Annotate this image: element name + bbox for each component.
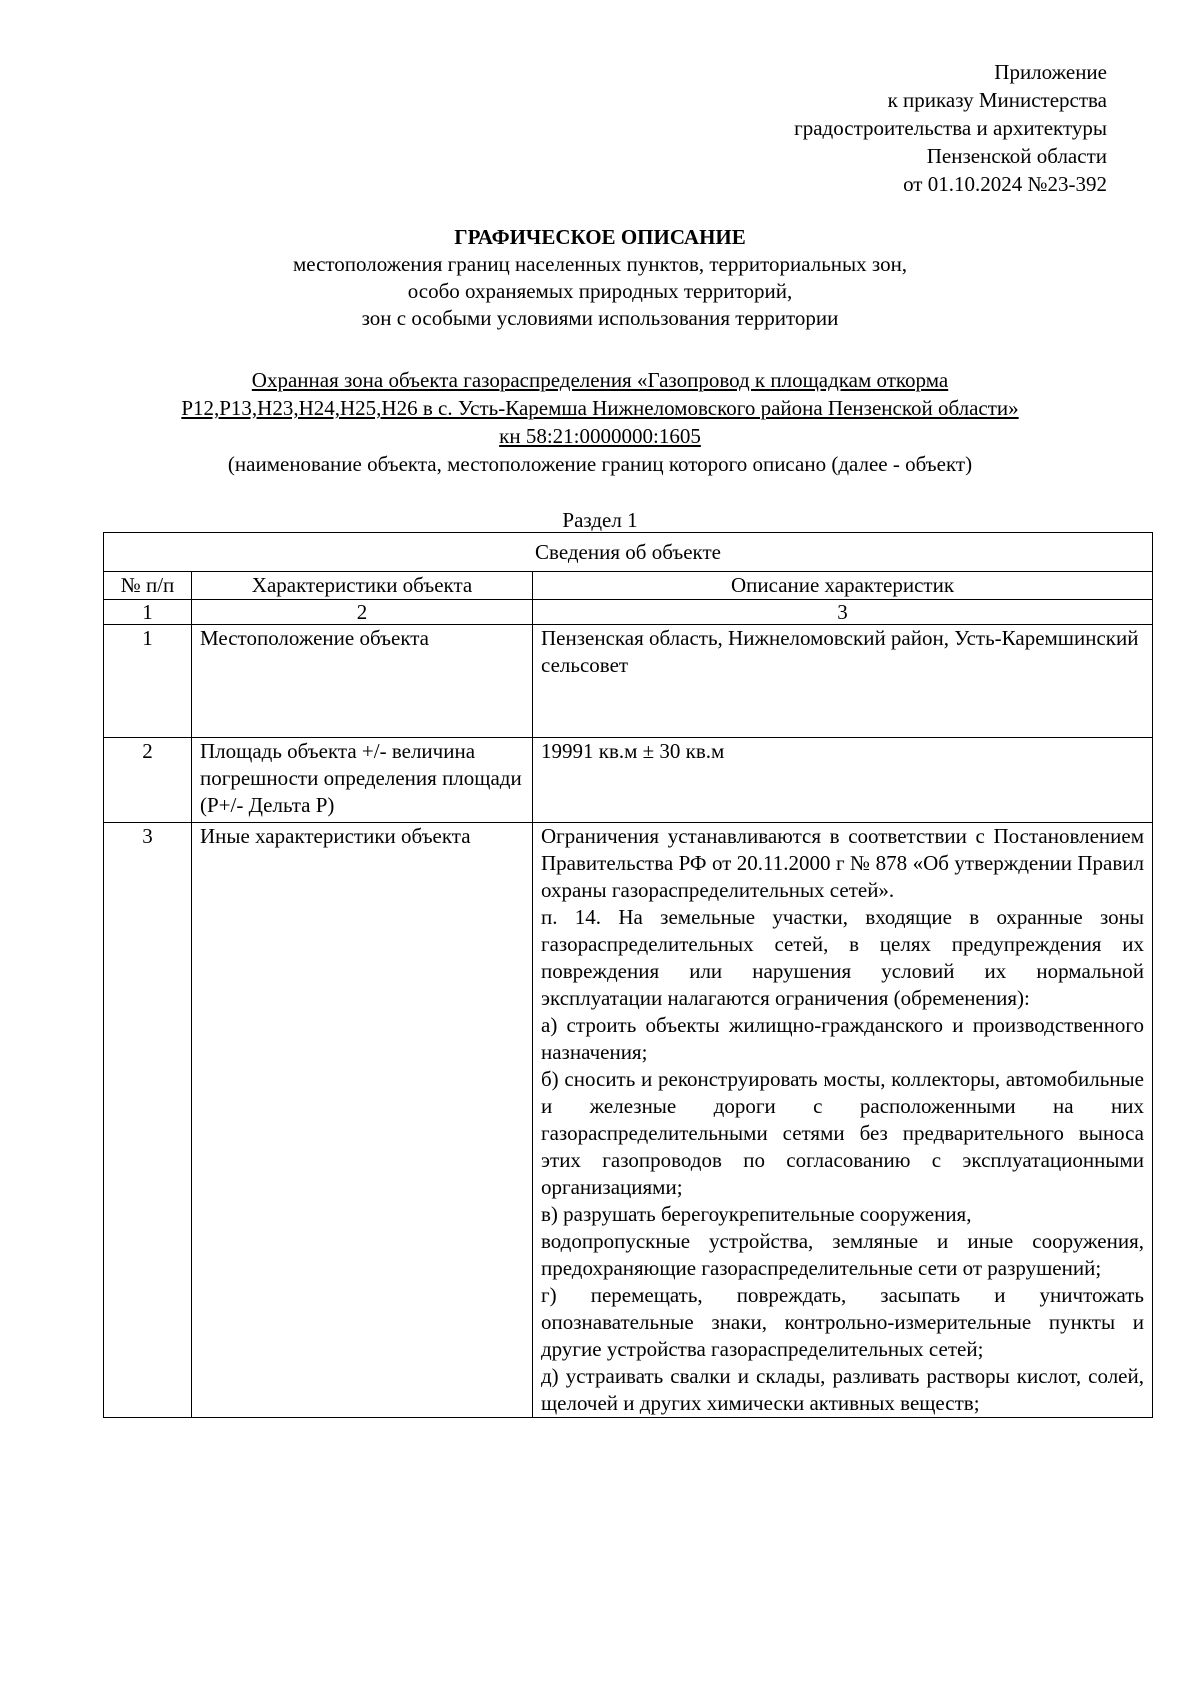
row-description [533,823,1153,1418]
description-paragraph: а) строить объекты жилищно-гражданского и производственного назначения; [541,1013,1144,1064]
description-paragraph: в) разрушать берегоукрепительные сооружения, [541,1202,972,1226]
document-title: ГРАФИЧЕСКОЕ ОПИСАНИЕ [454,225,746,249]
appendix-line: Приложение [994,60,1107,84]
table-row [104,823,1153,1418]
row-number: 1 [104,625,192,738]
subtitle-line: зон с особыми условиями использования территории [361,306,839,330]
object-name-line: Р12,Р13,Н23,Н24,Н25,Н26 в с. Усть-Каремша Нижнеломовского района Пензенской области» [181,396,1019,420]
description-paragraph: водопропускные устройства, земляные и иные сооружения, предохраняющие газораспределительные сети от разрушений; [541,1229,1144,1280]
table-caption: Сведения об объекте [104,533,1153,572]
row-description: 19991 кв.м ± 30 кв.м [533,738,1153,823]
column-number: 2 [192,600,533,625]
appendix-line: к приказу Министерства [887,88,1107,112]
header-cell-num: № п/п [104,572,192,600]
heading-block [100,224,1100,332]
row-description: Пензенская область, Нижнеломовский район, Усть-Каремшинский сельсовет [533,625,1153,738]
column-number-row [104,600,1153,625]
table-header-row [104,572,1153,600]
header-cell-characteristic: Характеристики объекта [192,572,533,600]
description-paragraph: д) устраивать свалки и склады, разливать растворы кислот, солей, щелочей и других химически активных веществ; [541,1364,1144,1415]
appendix-line: Пензенской области [926,144,1107,168]
column-number: 3 [533,600,1153,625]
row-number: 3 [104,823,192,1418]
table-row [104,738,1153,823]
column-number: 1 [104,600,192,625]
object-name-block [100,366,1100,478]
object-name-note: (наименование объекта, местоположение границ которого описано (далее - объект) [227,452,973,476]
description-paragraph: б) сносить и реконструировать мосты, коллекторы, автомобильные и железные дороги с расположенными на них газораспределительными сетями без предварительного выноса этих газопроводов по согласованию с эксплуатационными организациями; [541,1067,1144,1199]
appendix-line: от 01.10.2024 №23-392 [903,172,1107,196]
header-cell-description: Описание характеристик [533,572,1153,600]
table-caption-row [104,533,1153,572]
description-paragraph: Ограничения устанавливаются в соответствии с Постановлением Правительства РФ от 20.11.2000 г № 878 «Об утверждении Правил охраны газораспределительных сетей». [541,824,1144,902]
object-info-table [103,532,1153,1418]
appendix-block [647,58,1107,198]
description-paragraph: п. 14. На земельные участки, входящие в охранные зоны газораспределительных сетей, в целях предупреждения их повреждения или нарушения условий их нормальной эксплуатации налагаются ограничения (обременения): [541,905,1144,1010]
section-label: Раздел 1 [562,508,638,532]
object-name-line: Охранная зона объекта газораспределения «Газопровод к площадкам откорма [251,368,949,392]
row-characteristic: Площадь объекта +/- величина погрешности определения площади (Р+/- Дельта Р) [192,738,533,823]
row-characteristic: Иные характеристики объекта [192,823,533,1418]
object-cadastral-number: кн 58:21:0000000:1605 [499,424,701,448]
description-paragraph: г) перемещать, повреждать, засыпать и уничтожать опознавательные знаки, контрольно-измерительные пункты и другие устройства газораспределительных сетей; [541,1283,1144,1361]
row-characteristic: Местоположение объекта [192,625,533,738]
row-number: 2 [104,738,192,823]
subtitle-line: местоположения границ населенных пунктов, территориальных зон, [292,252,908,276]
subtitle-line: особо охраняемых природных территорий, [407,279,793,303]
appendix-line: градостроительства и архитектуры [794,116,1107,140]
table-row [104,625,1153,738]
